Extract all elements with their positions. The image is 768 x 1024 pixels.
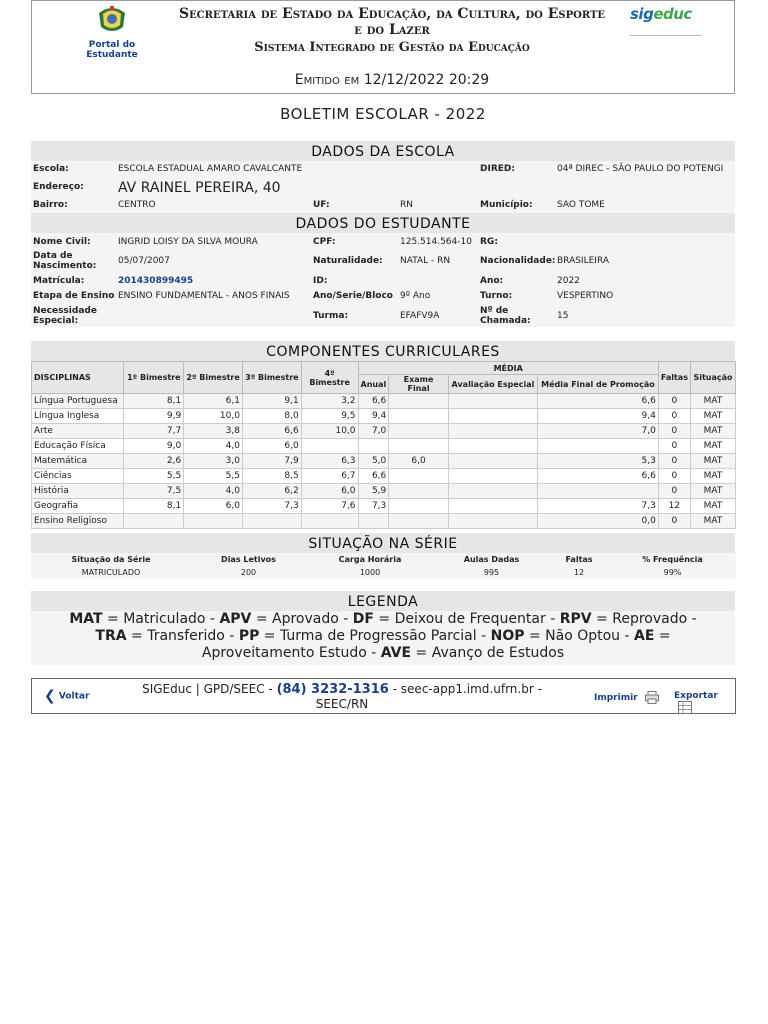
turno-value: VESPERTINO: [557, 291, 614, 301]
serie-value: 9º Ano: [400, 291, 431, 301]
portal-label: Portal do Estudante: [86, 40, 138, 60]
school-section-heading: DADOS DA ESCOLA: [31, 141, 735, 161]
school-data: Escola: ESCOLA ESTADUAL AMARO CAVALCANTE DIRED: 04ª DIREC - SÃO PAULO DO POTENGI Endereço: AV RAINEL PEREIRA, 40 Bairro: CENTRO UF: RN Município: SAO TOME: [31, 161, 735, 213]
header-title: Secretaria de Estado da Educação, da Cultura, do Esporte e do Lazer: [178, 6, 606, 38]
student-data: Nome Civil: INGRID LOISY DA SILVA MOURA CPF: 125.514.564-10 RG: Data de Nascimento: 05/07/2007 Naturalidade: NATAL - RN Nacionalidade: BRASILEIRA Matrícula: 201430899495 ID: Ano: 2022 Etapa de Ensino ENSINO FUNDAMENTAL - ANOS FINAIS Ano/Serie/Bloco 9º Ano Turno: VESPERTINO Necessidade Especial: Turma: EFAFV9A Nº de Chamada: 15: [31, 233, 735, 327]
emitted-date: Emitido em 12/12/2022 20:29: [294, 72, 490, 88]
printer-icon: [645, 691, 659, 704]
dired-value: 04ª DIREC - SÃO PAULO DO POTENGI: [557, 164, 724, 174]
grades-table: [31, 361, 736, 529]
col-faltas: Faltas: [658, 362, 690, 394]
matricula-link[interactable]: 201430899495: [118, 276, 194, 286]
address-value: AV RAINEL PEREIRA, 40: [118, 180, 281, 196]
col-media-final: Média Final de Promoção: [538, 375, 659, 394]
nacionalidade-value: BRASILEIRA: [557, 256, 609, 266]
col-situacao: Situação: [690, 362, 735, 394]
logo-underline-icon: [630, 34, 702, 38]
header-subtitle: Sistema Integrado de Gestão da Educação: [254, 40, 530, 55]
back-button[interactable]: ❮ Voltar: [44, 688, 90, 704]
table-row: Educação Física 9,0 4,0 6,0 0 MAT: [32, 439, 736, 454]
table-row: História 7,5 4,0 6,2 6,0 5,9 0 MAT: [32, 484, 736, 499]
table-row: Matemática 2,6 3,0 7,9 6,3 5,0 6,0 5,3 0 MAT: [32, 454, 736, 469]
report-header: [31, 0, 735, 94]
col-media: MÉDIA: [358, 362, 658, 375]
col-disciplinas: DISCIPLINAS: [32, 362, 124, 394]
etapa-value: ENSINO FUNDAMENTAL - ANOS FINAIS: [118, 291, 290, 301]
chamada-value: 15: [557, 311, 569, 321]
table-row: MATRICULADO 200 1000 995 12 99%: [81, 567, 682, 577]
phone-number: (84) 3232-1316: [276, 682, 389, 697]
situation-table: Situação da Série Dias Letivos Carga Horária Aulas Dadas Faltas % Frequência MATRICULADO 200 1000 995 12 99%: [31, 553, 736, 579]
col-bimestre-3: 3º Bimestre: [242, 362, 301, 394]
chevron-left-icon: ❮: [44, 688, 56, 704]
portal-link[interactable]: [62, 5, 162, 60]
col-bimestre-1: 1º Bimestre: [124, 362, 184, 394]
footer-info: SIGEduc | GPD/SEEC - (84) 3232-1316 - seec-app1.imd.ufrn.br - SEEC/RN: [142, 682, 542, 711]
legend-section-heading: LEGENDA: [31, 591, 735, 611]
col-bimestre-2: 2º Bimestre: [184, 362, 243, 394]
bairro-value: CENTRO: [118, 200, 156, 210]
col-exame-final: Exame Final: [389, 375, 449, 394]
table-row: Língua Inglesa 9,9 10,0 8,0 9,5 9,4 9,4 0 MAT: [32, 409, 736, 424]
col-bimestre-4: 4º Bimestre: [301, 362, 358, 394]
table-row: Ciências 5,5 5,5 8,5 6,7 6,6 6,6 0 MAT: [32, 469, 736, 484]
export-button[interactable]: Exportar: [674, 691, 735, 714]
components-section-heading: COMPONENTES CURRICULARES: [31, 341, 735, 361]
cpf-value: 125.514.564-10: [400, 237, 472, 247]
naturalidade-value: NATAL - RN: [400, 256, 451, 266]
sigeduc-logo: sigeduc: [630, 5, 708, 31]
birth-date: 05/07/2007: [118, 256, 170, 266]
col-anual: Anual: [358, 375, 389, 394]
table-row: Língua Portuguesa 8,1 6,1 9,1 3,2 6,6 6,6 0 MAT: [32, 394, 736, 409]
turma-value: EFAFV9A: [400, 311, 440, 321]
student-section-heading: DADOS DO ESTUDANTE: [31, 213, 735, 233]
page-title: BOLETIM ESCOLAR - 2022: [280, 105, 486, 123]
spreadsheet-export-icon: [678, 701, 692, 714]
student-name: INGRID LOISY DA SILVA MOURA: [118, 237, 258, 247]
col-avaliacao-especial: Avaliação Especial: [448, 375, 537, 394]
print-button[interactable]: Imprimir: [594, 691, 659, 704]
state-crest-icon: [95, 5, 129, 35]
situation-section-heading: SITUAÇÃO NA SÉRIE: [31, 533, 735, 553]
footer-bar: [31, 678, 736, 714]
uf-value: RN: [400, 200, 413, 210]
legend-text: MAT = Matriculado - APV = Aprovado - DF = Deixou de Frequentar - RPV = Reprovado - TRA = Transferido - PP = Turma de Progressão Parcial - NOP = Não Optou - AE = Aproveitamento Estudo - AVE = Avanço de Estudos: [31, 611, 735, 665]
ano-value: 2022: [557, 276, 580, 286]
table-row: Arte 7,7 3,8 6,6 10,0 7,0 7,0 0 MAT: [32, 424, 736, 439]
table-row: Ensino Religioso 0,0 0 MAT: [32, 514, 736, 529]
municipio-value: SAO TOME: [557, 200, 605, 210]
table-row: Geografia 8,1 6,0 7,3 7,6 7,3 7,3 12 MAT: [32, 499, 736, 514]
school-name: ESCOLA ESTADUAL AMARO CAVALCANTE: [118, 164, 303, 174]
